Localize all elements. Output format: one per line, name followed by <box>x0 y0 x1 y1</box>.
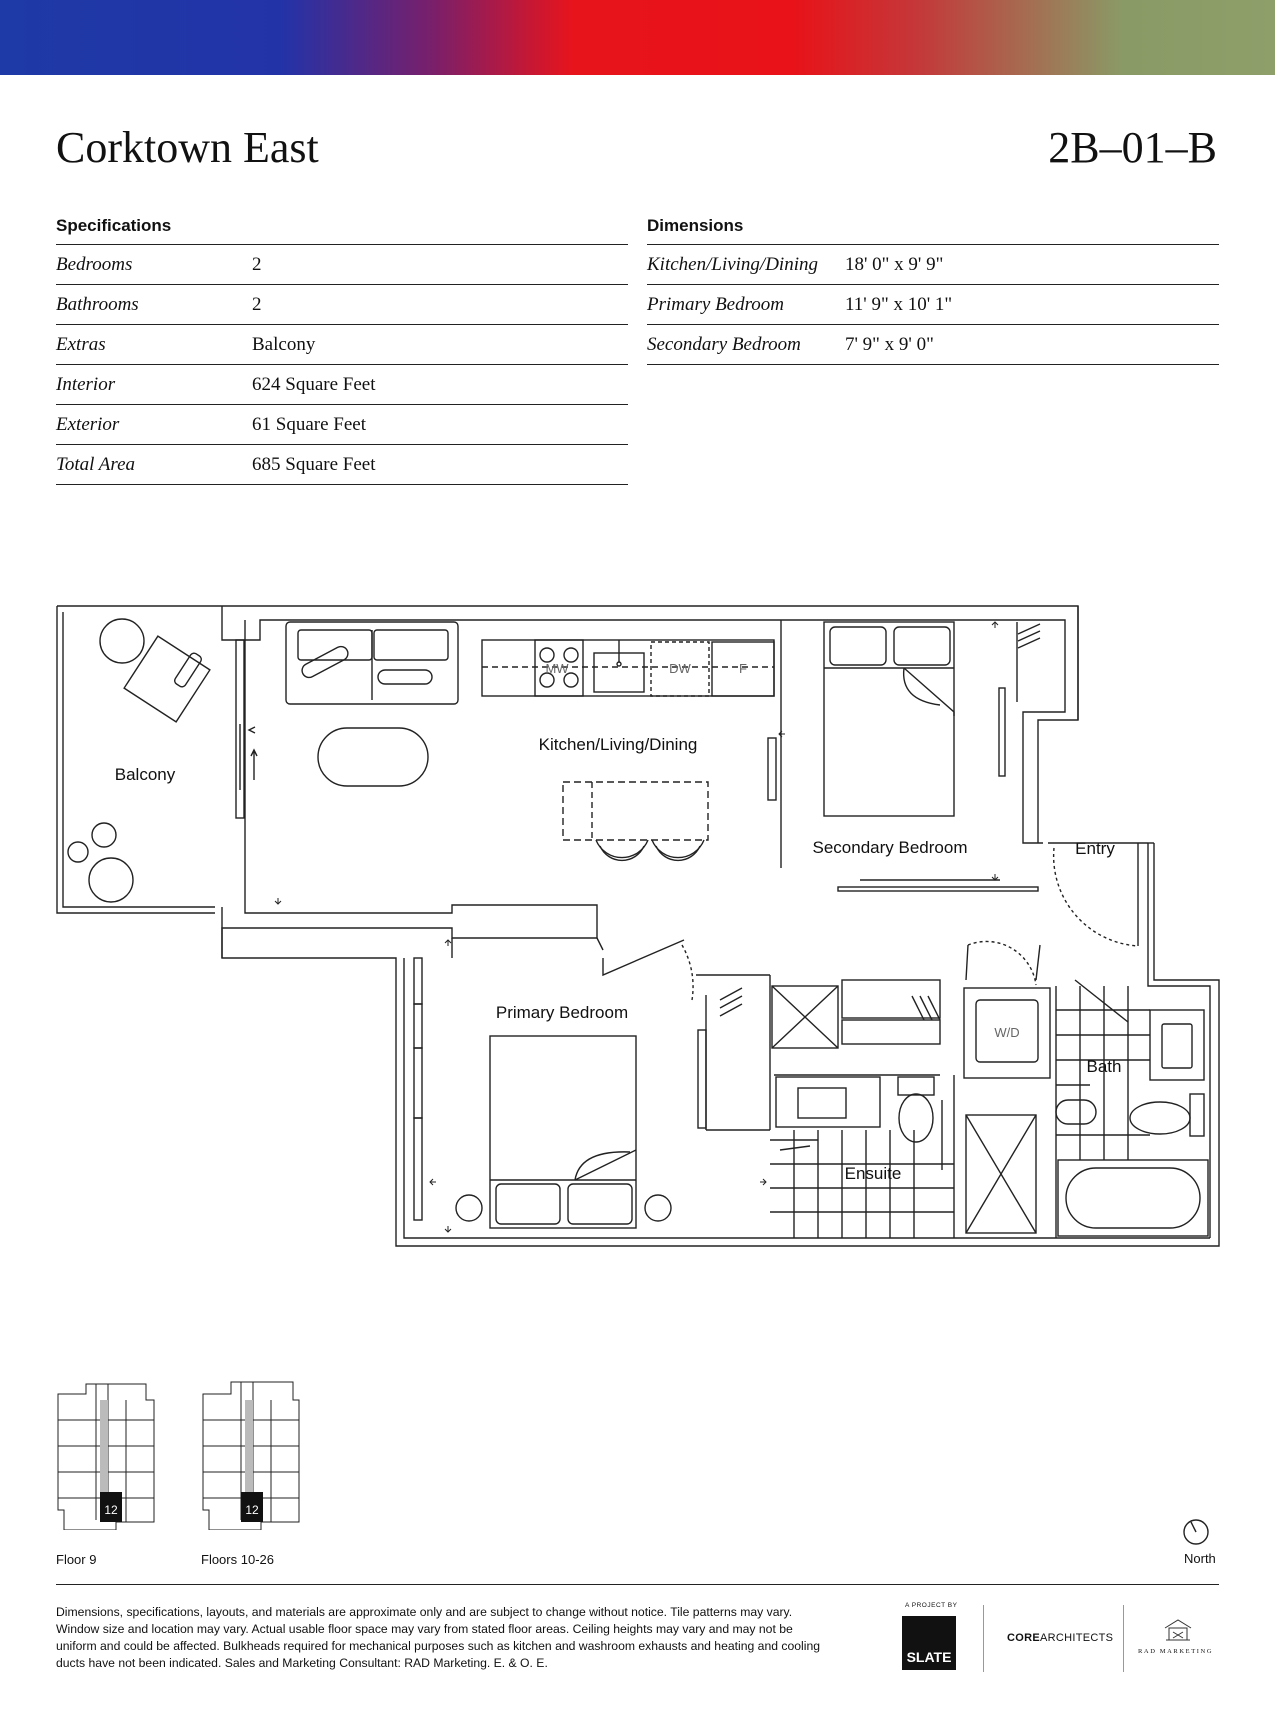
fixture-label-washer-dryer: W/D <box>994 1025 1020 1040</box>
sofa <box>286 622 458 704</box>
room-label-bath: Bath <box>1086 1057 1122 1076</box>
spec-value: 2 <box>252 245 628 285</box>
spec-label: Total Area <box>56 445 252 485</box>
room-label-primary-bedroom: Primary Bedroom <box>495 1003 629 1022</box>
spec-value: Balcony <box>252 325 628 365</box>
spec-label: Bathrooms <box>56 285 252 325</box>
balcony-door <box>236 640 257 818</box>
spec-value: 685 Square Feet <box>252 445 628 485</box>
logo-divider <box>983 1605 984 1672</box>
exterior-walls <box>57 606 1219 1246</box>
building-name: Corktown East <box>56 123 319 172</box>
keyplan-label-floor-9: Floor 9 <box>56 1552 97 1567</box>
dimensions-heading: Dimensions <box>647 216 744 235</box>
core-logo-rest: ARCHITECTS <box>1039 1632 1114 1644</box>
fixture-label-fridge: F <box>739 661 747 676</box>
keyplan-unit-marker: 12 <box>104 1503 118 1517</box>
keyplan-unit-marker: 12 <box>245 1503 259 1517</box>
room-label-balcony: Balcony <box>114 765 176 784</box>
fixture-label-microwave: MW <box>545 661 569 676</box>
north-label: North <box>1184 1551 1216 1566</box>
keyplan-label-floors-10-26: Floors 10-26 <box>201 1552 274 1567</box>
north-arrow-icon <box>1182 1518 1210 1546</box>
laundry-closet <box>964 941 1050 1078</box>
primary-bed <box>456 1036 671 1228</box>
fixture-label-dishwasher: DW <box>669 661 691 676</box>
unit-code: 2B–01–B <box>1048 123 1217 172</box>
ensuite <box>770 980 1036 1238</box>
footer-divider <box>56 1584 1219 1585</box>
kitchen-counter <box>482 640 774 696</box>
disclaimer: Dimensions, specifications, layouts, and materials are approximate only and are subject to change without notice. Tile patterns may vary. Window size and location may vary. Actual usable floor space may vary from stated floor areas. Ceiling heights may vary and may not be uniform and could be affected. Bulkheads required for mechanical purposes such as kitchen and washroom exhausts and heating and cooling ducts have not been indicated. Sales and Marketing Consultant: RAD Marketing. E. & O. E. <box>56 1605 821 1670</box>
room-label-secondary-bedroom: Secondary Bedroom <box>812 838 968 857</box>
spec-label: Exterior <box>56 405 252 445</box>
spec-label: Interior <box>56 365 252 405</box>
secondary-bed <box>824 622 954 816</box>
specifications-heading: Specifications <box>56 216 172 235</box>
main-bath <box>1056 980 1208 1238</box>
balcony-furniture <box>68 619 210 902</box>
room-label-kitchen-living-dining: Kitchen/Living/Dining <box>538 735 698 754</box>
core-logo-bold: CORE <box>1007 1632 1040 1644</box>
spec-label: Bedrooms <box>56 245 252 285</box>
coffee-table <box>318 728 428 786</box>
dimension-label: Secondary Bedroom <box>647 325 845 365</box>
keyplan-floors-10-26 <box>201 1380 301 1530</box>
rad-logo-icon <box>1163 1618 1193 1644</box>
dimension-value: 18' 0" x 9' 9" <box>845 245 1219 285</box>
spec-label: Extras <box>56 325 252 365</box>
dimension-value: 7' 9" x 9' 0" <box>845 325 1219 365</box>
keyplan-floor-9 <box>56 1380 156 1530</box>
logo-divider <box>1123 1605 1124 1672</box>
kitchen-island <box>563 782 708 860</box>
spec-value: 2 <box>252 285 628 325</box>
project-by-label: A PROJECT BY <box>905 1602 958 1609</box>
dimension-value: 11' 9" x 10' 1" <box>845 285 1219 325</box>
slate-logo <box>902 1616 956 1670</box>
dimension-label: Primary Bedroom <box>647 285 845 325</box>
entry-door <box>1048 843 1148 946</box>
slate-logo-text: SLATE <box>906 1649 952 1665</box>
primary-bedroom-walls <box>414 938 770 1220</box>
spec-value: 61 Square Feet <box>252 405 628 445</box>
room-label-entry: Entry <box>1075 839 1115 858</box>
spec-value: 624 Square Feet <box>252 365 628 405</box>
rad-marketing-logo: RAD MARKETING <box>1138 1648 1214 1655</box>
core-architects-logo <box>1007 1632 1113 1644</box>
room-label-ensuite: Ensuite <box>844 1164 902 1183</box>
dimension-label: Kitchen/Living/Dining <box>647 245 845 285</box>
